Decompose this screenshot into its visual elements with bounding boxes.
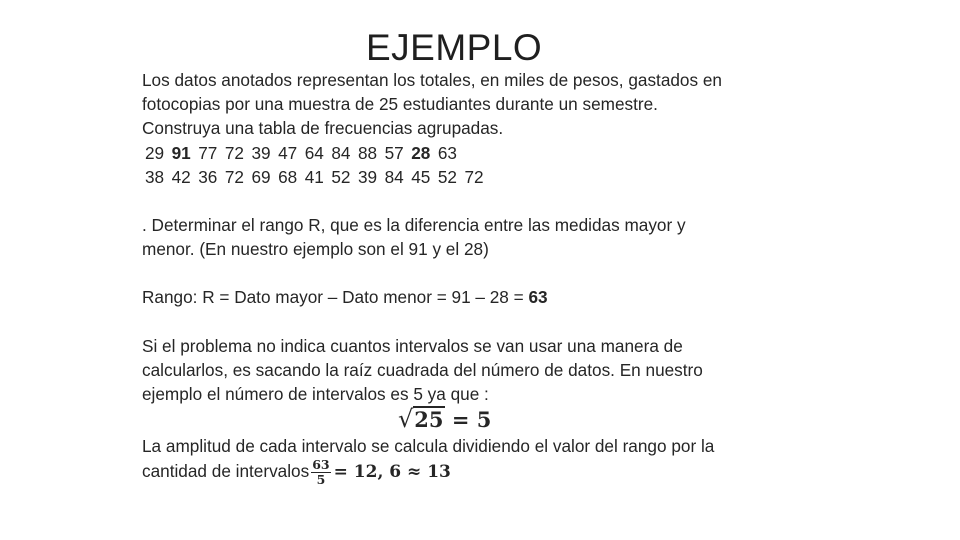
data-value: 57 xyxy=(384,142,404,163)
data-value: 84 xyxy=(331,142,351,163)
data-value: 38 xyxy=(145,166,165,187)
data-value: 84 xyxy=(384,166,404,187)
data-value: 88 xyxy=(358,142,378,163)
range-step-line: . Determinar el rango R, que es la diferencia entre las medidas mayor y xyxy=(142,215,686,236)
data-value: 77 xyxy=(198,142,218,163)
amplitude-result: = 12, 6 ≈ 13 xyxy=(333,462,451,483)
amplitude-fraction xyxy=(311,458,330,487)
data-value-min: 28 xyxy=(411,142,431,163)
data-value: 36 xyxy=(198,166,218,187)
data-value: 52 xyxy=(437,166,457,187)
range-step-line: menor. (En nuestro ejemplo son el 91 y el 28) xyxy=(142,239,489,260)
amplitude-text: cantidad de intervalos xyxy=(142,461,310,482)
data-value: 41 xyxy=(304,166,324,187)
data-value: 45 xyxy=(411,166,431,187)
slide-title: EJEMPLO xyxy=(366,27,543,68)
data-value: 39 xyxy=(358,166,378,187)
amplitude-formula xyxy=(142,458,772,487)
intervals-line: ejemplo el número de intervalos es 5 ya que : xyxy=(142,384,489,405)
data-value: 29 xyxy=(145,142,165,163)
intro-line: Construya una tabla de frecuencias agrupadas. xyxy=(142,118,504,139)
data-value: 64 xyxy=(304,142,324,163)
data-value: 72 xyxy=(224,166,244,187)
amplitude-line: La amplitud de cada intervalo se calcula dividiendo el valor del rango por la xyxy=(142,436,715,457)
data-value: 52 xyxy=(331,166,351,187)
data-row-1 xyxy=(142,141,772,165)
fraction-denominator: 5 xyxy=(316,472,326,488)
fraction-numerator: 63 xyxy=(312,457,330,473)
data-value: 39 xyxy=(251,142,271,163)
spacer xyxy=(142,310,772,334)
data-value: 72 xyxy=(464,166,484,187)
data-value: 69 xyxy=(251,166,271,187)
data-row-2 xyxy=(142,165,772,189)
data-value: 42 xyxy=(171,166,191,187)
slide-content xyxy=(142,68,772,487)
sqrt-radicand: 25 xyxy=(414,407,444,433)
range-formula-text: Rango: R = Dato mayor – Dato menor = 91 – 28 = xyxy=(142,287,529,308)
range-formula xyxy=(142,285,772,309)
data-value: 68 xyxy=(278,166,298,187)
range-result: 63 xyxy=(528,287,548,308)
spacer xyxy=(142,189,772,213)
data-value: 47 xyxy=(278,142,298,163)
intro-line: Los datos anotados representan los totales, en miles de pesos, gastados en xyxy=(142,70,722,90)
sqrt-equation xyxy=(142,404,772,434)
sqrt-icon: √ xyxy=(398,405,414,434)
spacer xyxy=(142,261,772,285)
sqrt-result: = 5 xyxy=(451,407,492,433)
data-value-max: 91 xyxy=(171,142,191,163)
data-value: 72 xyxy=(224,142,244,163)
data-value: 63 xyxy=(437,142,457,163)
intervals-line: Si el problema no indica cuantos intervalos se van usar una manera de xyxy=(142,335,683,356)
intro-line: fotocopias por una muestra de 25 estudiantes durante un semestre. xyxy=(142,94,658,115)
intervals-line: calcularlos, es sacando la raíz cuadrada del número de datos. En nuestro xyxy=(142,359,703,380)
